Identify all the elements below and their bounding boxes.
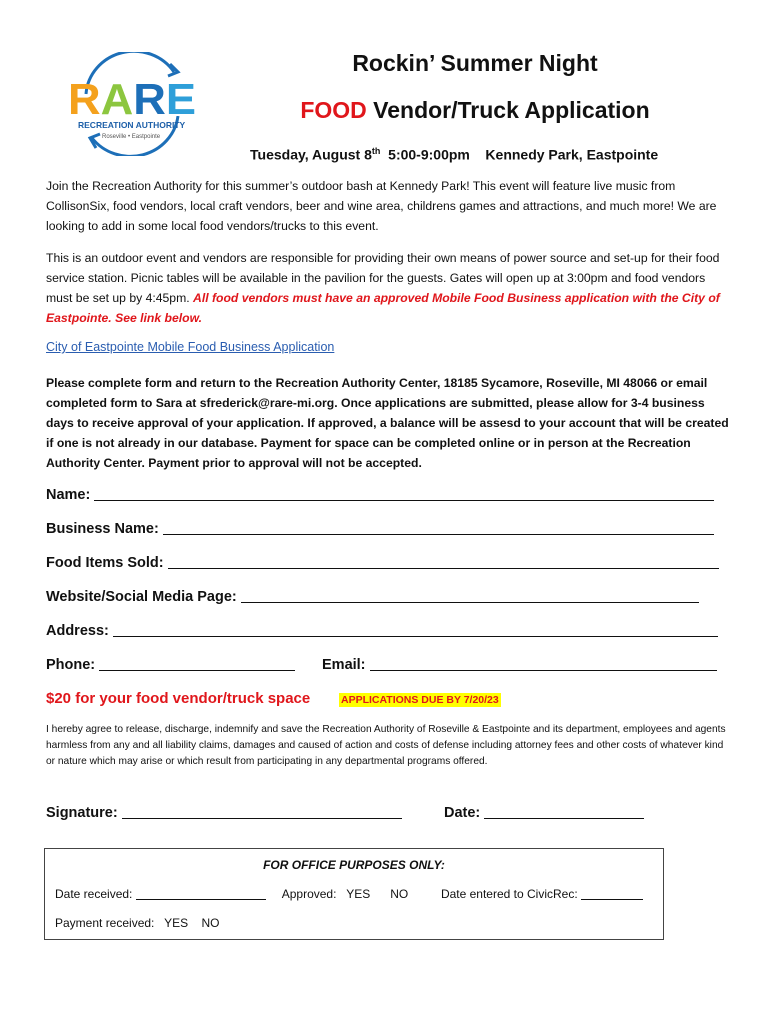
application-deadline: APPLICATIONS DUE BY 7/20/23 — [341, 694, 499, 706]
logo-line1: RECREATION AUTHORITY — [78, 120, 186, 130]
business-name-field — [46, 520, 714, 537]
name-field — [46, 486, 714, 503]
food-items-line[interactable] — [168, 554, 719, 569]
intro-paragraph: Join the Recreation Authority for this summer’s outdoor bash at Kennedy Park! This event will feature live music from CollisonSix, food vendors, local craft vendors, beer and wine area, childrens games and attractions, and much more! We are looking to add in some local food vendors/trucks to this event. — [46, 179, 717, 233]
website-field — [46, 588, 699, 605]
page-title: Rockin’ Summer Night — [352, 50, 598, 76]
event-date-location — [250, 146, 658, 163]
business-name-line[interactable] — [163, 520, 714, 535]
logo-graphic — [66, 52, 200, 156]
date-received-line[interactable] — [136, 887, 266, 900]
name-line[interactable] — [94, 486, 714, 501]
details-warning: All food vendors must have an approved Mobile Food Business application with the City of Eastpointe. See link below. — [46, 291, 720, 325]
date-entered-label: Date entered to CivicRec: — [440, 887, 578, 901]
website-line[interactable] — [241, 588, 699, 603]
signature-date-line[interactable] — [484, 804, 644, 819]
phone-field — [46, 656, 295, 673]
space-price: $20 for your food vendor/truck space — [46, 690, 311, 707]
date-sup: th — [371, 146, 381, 156]
subtitle-rest: Vendor/Truck Application — [366, 97, 650, 123]
phone-label: Phone: — [46, 657, 96, 673]
signature-line[interactable] — [122, 804, 402, 819]
food-items-label: Food Items Sold: — [46, 555, 164, 571]
rare-logo — [66, 52, 200, 156]
office-use-box — [44, 848, 664, 940]
email-label: Email: — [322, 657, 366, 673]
mobile-food-application-link[interactable]: City of Eastpointe Mobile Food Business Application — [46, 340, 335, 354]
signature-date-label: Date: — [444, 805, 481, 821]
address-field — [46, 622, 718, 639]
details-text: This is an outdoor event and vendors are responsible for providing their own means of power source and set-up for their food service station. Picnic tables will be available in the pavilion for the guests. Gates will open up at 3:00pm and food vendors must be set up by 4:45pm. — [46, 251, 720, 305]
email-field — [322, 656, 717, 673]
subtitle-food: FOOD — [300, 97, 367, 123]
phone-line[interactable] — [99, 656, 295, 671]
signature-label: Signature: — [46, 805, 118, 821]
signature-field — [46, 804, 402, 821]
food-items-field — [46, 554, 719, 571]
logo-letters: RARE — [68, 75, 196, 124]
logo-line2: Roseville • Eastpointe — [102, 134, 161, 140]
address-line[interactable] — [113, 622, 718, 637]
instructions-paragraph: Please complete form and return to the Recreation Authority Center, 18185 Sycamore, Roseville, MI 48066 or email completed form to Sara at sfrederick@rare-mi.org. Once applications are submitted, please allow for 3-4 business days to receive approval of your application. If approved, a balance will be assesd to your account that will be created if one is not already in our database. Payment for space can be completed online or in person at the Recreation Authority Center. Payment prior to approval will not be accepted. — [46, 376, 729, 470]
date-text: Tuesday, August 8 — [250, 146, 372, 163]
time-location: 5:00-9:00pm Kennedy Park, Eastpointe — [380, 146, 659, 163]
liability-waiver: I hereby agree to release, discharge, indemnify and save the Recreation Authority of Roseville & Eastpointe and its department, employees and agents harmless from any and all liability claims, damages and caused of action and costs of defense including attorney fees and other costs of whatever kind or nature which may arise or which result from participating in any departmental programs offered. — [46, 724, 726, 767]
email-line[interactable] — [370, 656, 717, 671]
page-subtitle — [230, 97, 720, 124]
business-name-label: Business Name: — [46, 521, 159, 537]
approved-options[interactable]: Approved: YES NO — [281, 887, 409, 901]
date-entered-line[interactable] — [581, 887, 643, 900]
name-label: Name: — [46, 487, 91, 503]
office-title: FOR OFFICE PURPOSES ONLY: — [263, 858, 445, 872]
payment-received[interactable]: Payment received: YES NO — [55, 916, 220, 930]
date-received-label: Date received: — [55, 887, 133, 901]
details-paragraph — [46, 248, 732, 328]
address-label: Address: — [46, 623, 109, 639]
signature-date-field — [444, 804, 644, 821]
website-label: Website/Social Media Page: — [46, 589, 237, 605]
office-row-1 — [55, 887, 643, 901]
